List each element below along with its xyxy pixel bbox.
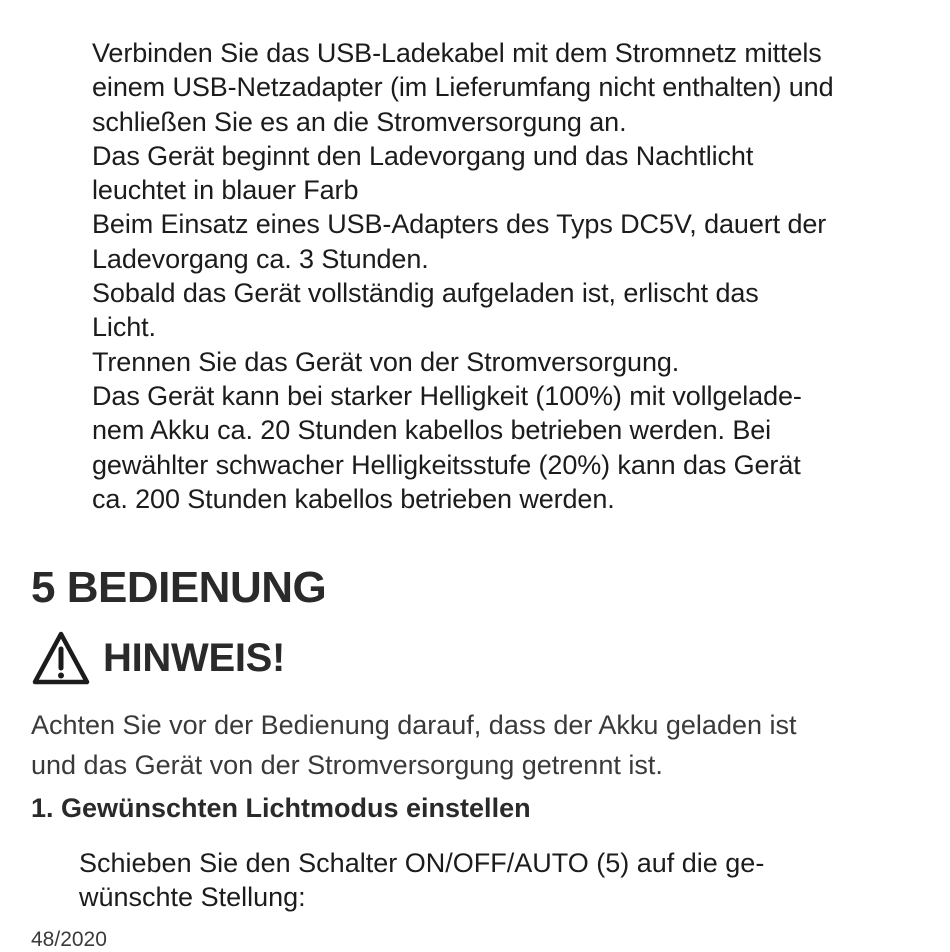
instruction-line: Ladevorgang ca. 3 Stunden. — [92, 243, 429, 274]
section-title: 5 BEDIENUNG — [31, 563, 327, 612]
instruction-line: Das Gerät beginnt den Ladevorgang und das Nachtlicht — [92, 140, 754, 171]
step-heading — [31, 793, 531, 824]
instruction-line: leuchtet in blauer Farb — [92, 175, 359, 206]
instruction-line: schließen Sie es an die Stromversorgung an. — [92, 106, 627, 137]
step-number: 1. — [31, 793, 54, 823]
warning-triangle-icon — [31, 630, 91, 686]
step-line: Schieben Sie den Schalter ON/OFF/AUTO (5) auf die ge- — [79, 848, 765, 878]
step-line: wünschte Stellung: — [79, 882, 306, 913]
instruction-line: einem USB-Netzadapter (im Lieferumfang nicht enthalten) und — [92, 72, 834, 103]
notice-title: HINWEIS! — [103, 635, 286, 680]
step-title: Gewünschten Lichtmodus einstellen — [61, 793, 531, 823]
instruction-line: Trennen Sie das Gerät von der Stromversorgung. — [92, 346, 680, 377]
instruction-line: Sobald das Gerät vollständig aufgeladen ist, erlischt das — [92, 278, 759, 309]
instruction-line: Licht. — [92, 312, 156, 343]
step-text — [79, 846, 899, 915]
instruction-line: gewählter schwacher Helligkeitsstufe (20%) kann das Gerät — [92, 449, 801, 480]
notice-line: Achten Sie vor der Bedienung darauf, dass der Akku geladen ist — [31, 710, 797, 740]
notice-line: und das Gerät von der Stromversorgung getrennt ist. — [31, 750, 663, 780]
page-footer: 48/2020 — [31, 928, 107, 951]
instruction-line: Beim Einsatz eines USB-Adapters des Typs DC5V, dauert der — [92, 209, 827, 240]
instruction-line: ca. 200 Stunden kabellos betrieben werden. — [92, 483, 615, 514]
instruction-line: Das Gerät kann bei starker Helligkeit (100%) mit vollgelade- — [92, 380, 802, 411]
instruction-line: Verbinden Sie das USB-Ladekabel mit dem Stromnetz mittels — [92, 38, 822, 68]
notice-heading — [31, 628, 285, 688]
notice-text — [31, 705, 931, 785]
instruction-line: nem Akku ca. 20 Stunden kabellos betrieben werden. Bei — [92, 415, 772, 446]
charging-instructions — [92, 36, 932, 516]
